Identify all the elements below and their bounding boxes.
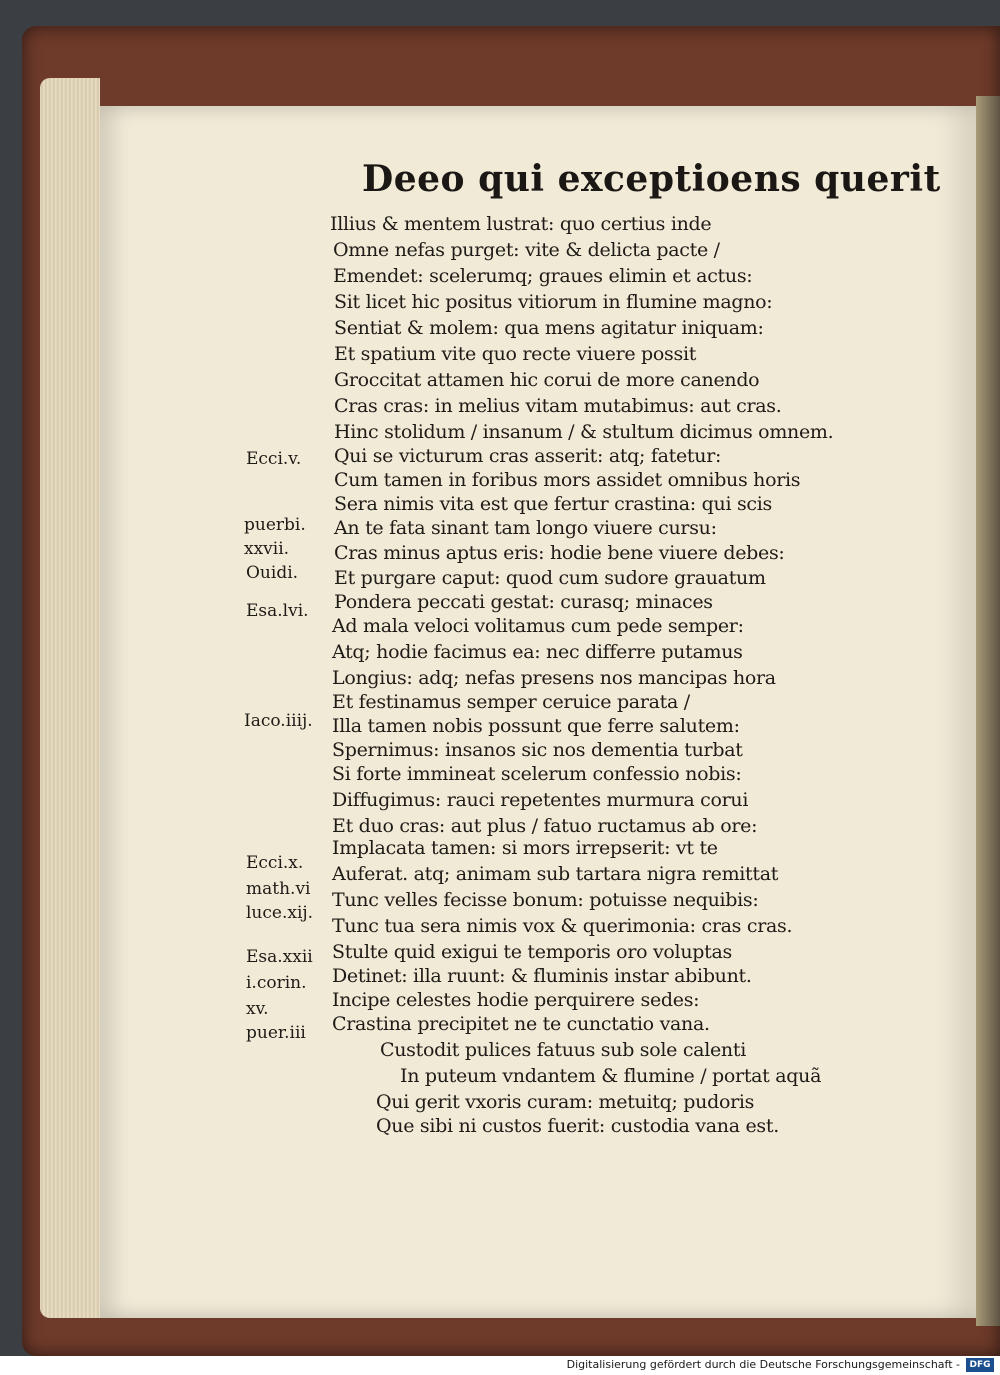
text-line: Stulte quid exigui te temporis oro voluptas (332, 941, 732, 963)
text-line: Tunc tua sera nimis vox & querimonia: cras cras. (332, 915, 793, 937)
text-line: Tunc velles fecisse bonum: potuisse nequibis: (332, 889, 759, 911)
text-line: Pondera peccati gestat: curasq; minaces (334, 591, 713, 613)
verse-line: Que sibi ni custos fuerit: custodia vana est. (376, 1115, 779, 1137)
margin-note: Iaco.iiij. (244, 711, 313, 731)
text-line: Et spatium vite quo recte viuere possit (334, 343, 697, 365)
text-line: Sera nimis vita est que fertur crastina: qui scis (334, 493, 772, 515)
text-line: Et purgare caput: quod cum sudore grauatum (334, 567, 766, 589)
text-line: Sit licet hic positus vitiorum in flumine magno: (334, 291, 773, 313)
margin-note: Ouidi. (246, 563, 299, 583)
text-line: Atq; hodie facimus ea: nec differre putamus (332, 641, 743, 663)
margin-note: Ecci.v. (246, 449, 302, 469)
text-line: Et festinamus semper ceruice parata / (332, 691, 690, 713)
text-line: Incipe celestes hodie perquirere sedes: (332, 989, 700, 1011)
text-line: Ad mala veloci volitamus cum pede semper: (332, 615, 744, 637)
text-line: Spernimus: insanos sic nos dementia turbat (332, 739, 743, 761)
margin-note: puer.iii (246, 1023, 306, 1043)
text-line: Diffugimus: rauci repetentes murmura corui (332, 789, 749, 811)
text-line: Longius: adq; nefas presens nos mancipas hora (332, 667, 776, 689)
margin-note: Ecci.x. (246, 853, 304, 873)
margin-note: xxvii. (244, 539, 290, 559)
margin-note: xv. (246, 999, 269, 1019)
text-line: Omne nefas purget: vite & delicta pacte / (333, 239, 720, 261)
verse-line: Qui gerit vxoris curam: metuitq; pudoris (376, 1091, 755, 1113)
text-line: Sentiat & molem: qua mens agitatur iniquam: (334, 317, 764, 339)
margin-note: puerbi. (244, 515, 306, 535)
page-heading: Deeo qui exceptioens querit (362, 158, 941, 200)
margin-note: Esa.xxii (246, 947, 313, 967)
dfg-logo: DFG (966, 1358, 994, 1372)
margin-note: math.vi (246, 879, 311, 899)
text-line: Illius & mentem lustrat: quo certius inde (330, 213, 712, 235)
text-line: An te fata sinant tam longo viuere cursu: (334, 517, 717, 539)
text-line: Detinet: illa ruunt: & fluminis instar abibunt. (332, 965, 752, 987)
verse-line: In puteum vndantem & flumine / portat aquã (400, 1065, 822, 1087)
text-line: Crastina precipitet ne te cunctatio vana. (332, 1013, 710, 1035)
text-line: Hinc stolidum / insanum / & stultum dicimus omnem. (334, 421, 834, 443)
text-line: Cras cras: in melius vitam mutabimus: aut cras. (334, 395, 782, 417)
text-line: Et duo cras: aut plus / fatuo ructamus ab ore: (332, 815, 758, 837)
text-line: Groccitat attamen hic corui de more canendo (334, 369, 760, 391)
text-line: Auferat. atq; animam sub tartara nigra remittat (332, 863, 779, 885)
margin-note: i.corin. (246, 973, 307, 993)
text-line: Qui se victurum cras asserit: atq; fatetur: (334, 445, 722, 467)
verse-line: Custodit pulices fatuus sub sole calenti (380, 1039, 746, 1061)
text-line: Emendet: scelerumq; graues elimin et actus: (333, 265, 753, 287)
text-line: Implacata tamen: si mors irrepserit: vt te (332, 837, 718, 859)
text-line: Cras minus aptus eris: hodie bene viuere debes: (334, 542, 785, 564)
attribution-bar (0, 1356, 1000, 1375)
text-line: Si forte immineat scelerum confessio nobis: (332, 763, 742, 785)
page-edges (40, 78, 100, 1318)
text-line: Cum tamen in foribus mors assidet omnibus horis (334, 469, 801, 491)
page-fold (976, 96, 1000, 1326)
attribution-text: Digitalisierung gefördert durch die Deutsche Forschungsgemeinschaft - (566, 1358, 960, 1371)
margin-note: luce.xij. (246, 903, 314, 923)
text-line: Illa tamen nobis possunt que ferre salutem: (332, 715, 740, 737)
margin-note: Esa.lvi. (246, 601, 309, 621)
